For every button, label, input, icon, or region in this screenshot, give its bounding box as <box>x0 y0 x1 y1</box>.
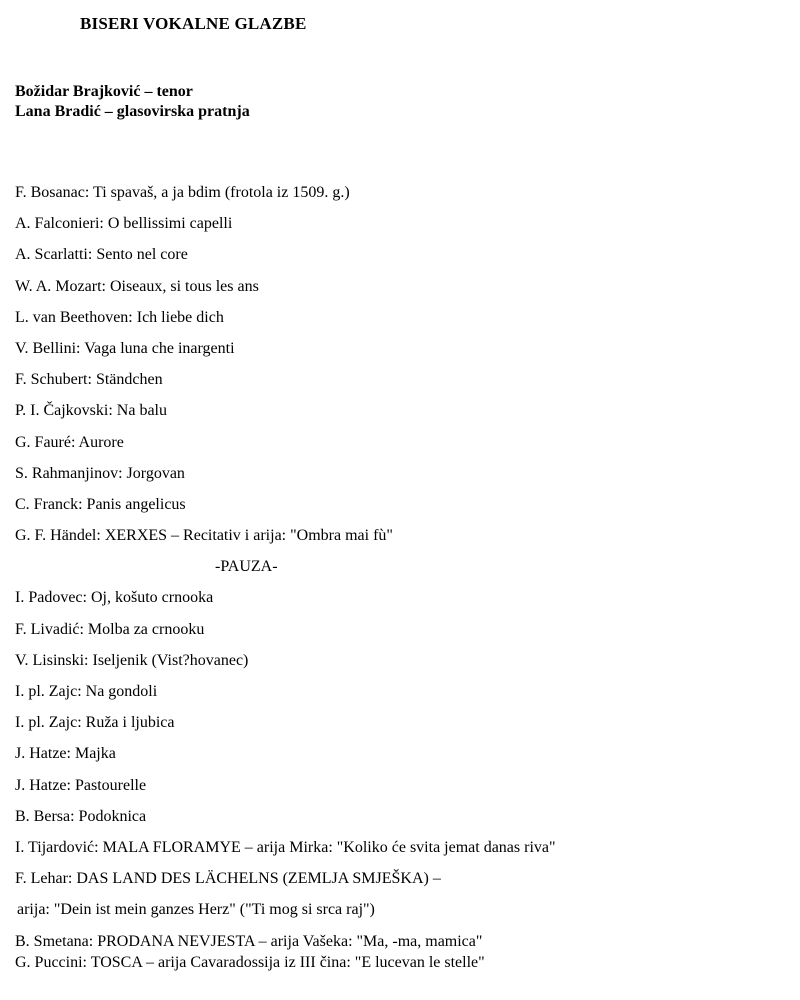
program-item: C. Franck: Panis angelicus <box>15 495 186 513</box>
program-item: F. Bosanac: Ti spavaš, a ja bdim (frotola iz 1509. g.) <box>15 184 350 201</box>
program-item: I. pl. Zajc: Ruža i ljubica <box>15 714 175 732</box>
program-item: J. Hatze: Majka <box>15 745 116 763</box>
program-item: F. Schubert: Ständchen <box>15 371 163 389</box>
program-item-continuation: arija: "Dein ist mein ganzes Herz" ("Ti mog si srca raj") <box>17 901 375 919</box>
program-item: I. Tijardović: MALA FLORAMYE – arija Mirka: "Koliko će svita jemat danas riva" <box>15 838 556 856</box>
program-item: P. I. Čajkovski: Na balu <box>15 402 167 420</box>
program-item: G. Puccini: TOSCA – arija Cavaradossija iz III čina: "E lucevan le stelle" <box>15 953 485 971</box>
program-item: I. Padovec: Oj, košuto crnooka <box>15 589 214 607</box>
program-item: F. Lehar: DAS LAND DES LÄCHELNS (ZEMLJA SMJEŠKA) – <box>15 870 441 888</box>
program-item: G. Fauré: Aurore <box>15 433 124 451</box>
program-item: W. A. Mozart: Oiseaux, si tous les ans <box>15 277 259 295</box>
program-list <box>15 177 795 973</box>
concert-title: BISERI VOKALNE GLAZBE <box>80 14 307 33</box>
program-item: I. pl. Zajc: Na gondoli <box>15 683 158 700</box>
program-item: S. Rahmanjinov: Jorgovan <box>15 464 185 482</box>
program-item: L. van Beethoven: Ich liebe dich <box>15 308 224 326</box>
program-item: A. Falconieri: O bellissimi capelli <box>15 215 233 233</box>
program-item: F. Livadić: Molba za crnooku <box>15 620 205 638</box>
program-item: V. Lisinski: Iseljenik (Vist?hovanec) <box>15 651 249 669</box>
performer-tenor: Božidar Brajković – tenor <box>15 83 193 100</box>
program-item: B. Smetana: PRODANA NEVJESTA – arija Vašeka: "Ma, -ma, mamica" <box>15 932 483 950</box>
performer-piano: Lana Bradić – glasovirska pratnja <box>15 103 250 120</box>
program-item: G. F. Händel: XERXES – Recitativ i arija: "Ombra mai fù" <box>15 527 393 545</box>
program-item: J. Hatze: Pastourelle <box>15 776 147 794</box>
program-item: B. Bersa: Podoknica <box>15 807 147 825</box>
performers-block <box>15 82 250 122</box>
program-item: V. Bellini: Vaga luna che inargenti <box>15 339 235 357</box>
program-item: A. Scarlatti: Sento nel core <box>15 246 188 264</box>
pause-label: -PAUZA- <box>215 558 278 576</box>
